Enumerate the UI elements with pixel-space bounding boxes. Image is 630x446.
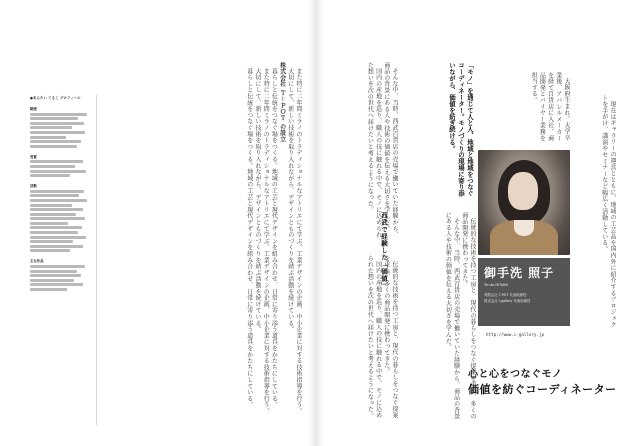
text-line: [30, 131, 85, 134]
text-line: [30, 117, 78, 120]
left-page-body: [102, 62, 302, 422]
body-paragraph: 伝統的な技術を持つ工房と、現代の暮らしをつなぐ提案を重ね、多くの商品開発に携わってきた。: [382, 255, 398, 419]
text-line: [30, 279, 74, 282]
person-name-romaji: Teruko MITARAI: [484, 283, 509, 287]
text-line: [30, 231, 78, 234]
tagline-line-2: 価値を紡ぐコーディネーター: [468, 383, 617, 396]
text-line: [30, 140, 81, 143]
profile-section-title: 受賞: [30, 154, 37, 159]
text-line: [30, 213, 76, 216]
text-line: [30, 274, 81, 277]
profile-heading: ●あらたい てるこ プロフィール: [30, 96, 81, 100]
body-paragraph: 伝統的な技術を持つ工房と、現代の暮らしをつなぐ提案を重ね、多くの商品開発に携わってきた。: [460, 212, 476, 420]
body-paragraph: そんな中、当時、西武百貨店の売場で働いていた経験から、商品の背景にある人や技術の価値を伝える大切さを学んだ。: [444, 212, 460, 420]
person-role: 株式会社 i-gallery 代表取締役: [484, 299, 531, 303]
person-name: 御手洗 照子: [484, 266, 555, 280]
text-line: [30, 217, 85, 220]
text-line: [30, 190, 84, 193]
profile-section-title: 主な作品: [30, 259, 44, 264]
middle-body-bottom: [326, 255, 398, 420]
text-line: [30, 236, 86, 239]
text-line: [30, 126, 72, 129]
tagline-line-1: 心と心をつなぐモノ: [468, 369, 563, 380]
portrait-collar: [514, 220, 534, 236]
name-card: [478, 258, 570, 326]
text-line: [30, 208, 83, 211]
article-lead: 「モノ」を通じて人と人、地域と地域をつなぐコーディネーター。モノづくりの現場に寄り添いながら、価値を紡ぎ続ける。: [448, 62, 474, 197]
right-side-text: [578, 95, 616, 330]
body-paragraph: 国内の産地を巡り、職人の技に触れる中で、モノに込められた想いを次の世代へ届けたいと考えるようになった。: [366, 255, 382, 419]
text-line: [30, 174, 70, 177]
text-line: [30, 240, 73, 243]
person-role: 有限会社 T-POT 代表取締役: [484, 293, 527, 297]
body-paragraph: 大切にして、新しい技術を取り入れながら、デザインとものづくりを結ぶ活動を続けている。: [286, 68, 294, 333]
body-paragraph: また特に二年間ミラノのトラディショナルなアトリエにて学ぶ。工業デザインの企画、中小企業に対する技術指導を行う。: [262, 68, 270, 415]
text-line: [30, 136, 66, 139]
text-line: [30, 113, 87, 116]
portrait-face: [508, 172, 538, 210]
middle-body-column: [404, 212, 476, 422]
body-paragraph: そんな中、当時、西武百貨店の売場で働いていた経験から、商品の背景にある人や技術の価値を伝える大切さを学んだ。: [382, 62, 398, 239]
text-line: [30, 145, 77, 148]
body-paragraph: 暮らしと伝統をつなぐ場をつくる。地域の工芸と現代デザインを組み合わせ、日常に寄り添う道具をかたちにしている。: [270, 68, 278, 409]
text-line: [30, 249, 70, 252]
text-line: [30, 165, 75, 168]
body-paragraph: 大阪府生まれ。大学卒業後、アパレルメーカーを経て百貨店に入社。商品開発とバイヤー業務を担当する。: [530, 72, 570, 142]
text-line: [30, 122, 84, 125]
body-paragraph: 大切にして、新しい技術を取り入れながら、デザインとものづくりを結ぶ活動を続けている。: [253, 68, 261, 333]
column-divider: [96, 95, 97, 425]
text-line: [30, 270, 77, 273]
page-gutter: [309, 0, 323, 446]
text-line: [30, 265, 85, 268]
body-paragraph: 国内の産地を巡り、職人の技に触れる中で、モノに込められた想いを次の世代へ届けたいと考えるようになった。: [366, 62, 382, 239]
text-line: [30, 245, 83, 248]
text-line: [30, 226, 82, 229]
section-heading: 西武で経験した「価値」: [380, 212, 388, 289]
text-line: [30, 283, 83, 286]
text-line: [30, 170, 86, 173]
intro-text: [478, 72, 570, 146]
website-link[interactable]: http://www.i-gallery.jp: [486, 332, 544, 337]
text-line: [30, 204, 72, 207]
portrait-photo: [478, 150, 570, 255]
profile-section-title: 略歴: [30, 107, 37, 111]
text-line: [30, 222, 68, 225]
body-paragraph: 暮らしと伝統をつなぐ場をつくる。地域の工芸と現代デザインを組み合わせ、日常に寄り添う道具をかたちにしている。: [245, 68, 253, 409]
text-line: [30, 199, 87, 202]
text-line: [30, 194, 79, 197]
text-line: [30, 288, 67, 291]
section-heading: 株式会社 Ｔ－ＰＯＴ の設立: [278, 62, 286, 143]
body-paragraph: また特に二年間ミラノのトラディショナルなアトリエにて学ぶ。工業デザインの企画、中小企業に対する技術指導を行う。: [295, 68, 302, 415]
text-line: [30, 160, 83, 163]
profile-section-title: 活動: [30, 184, 37, 189]
body-paragraph: 現在はギャラリーの運営とともに、地域の工芸品を国内外に紹介するプロジェクトを手がけ、講演やセミナーなど幅広く活動している。: [600, 95, 616, 328]
profile-sidebar: [30, 95, 90, 425]
